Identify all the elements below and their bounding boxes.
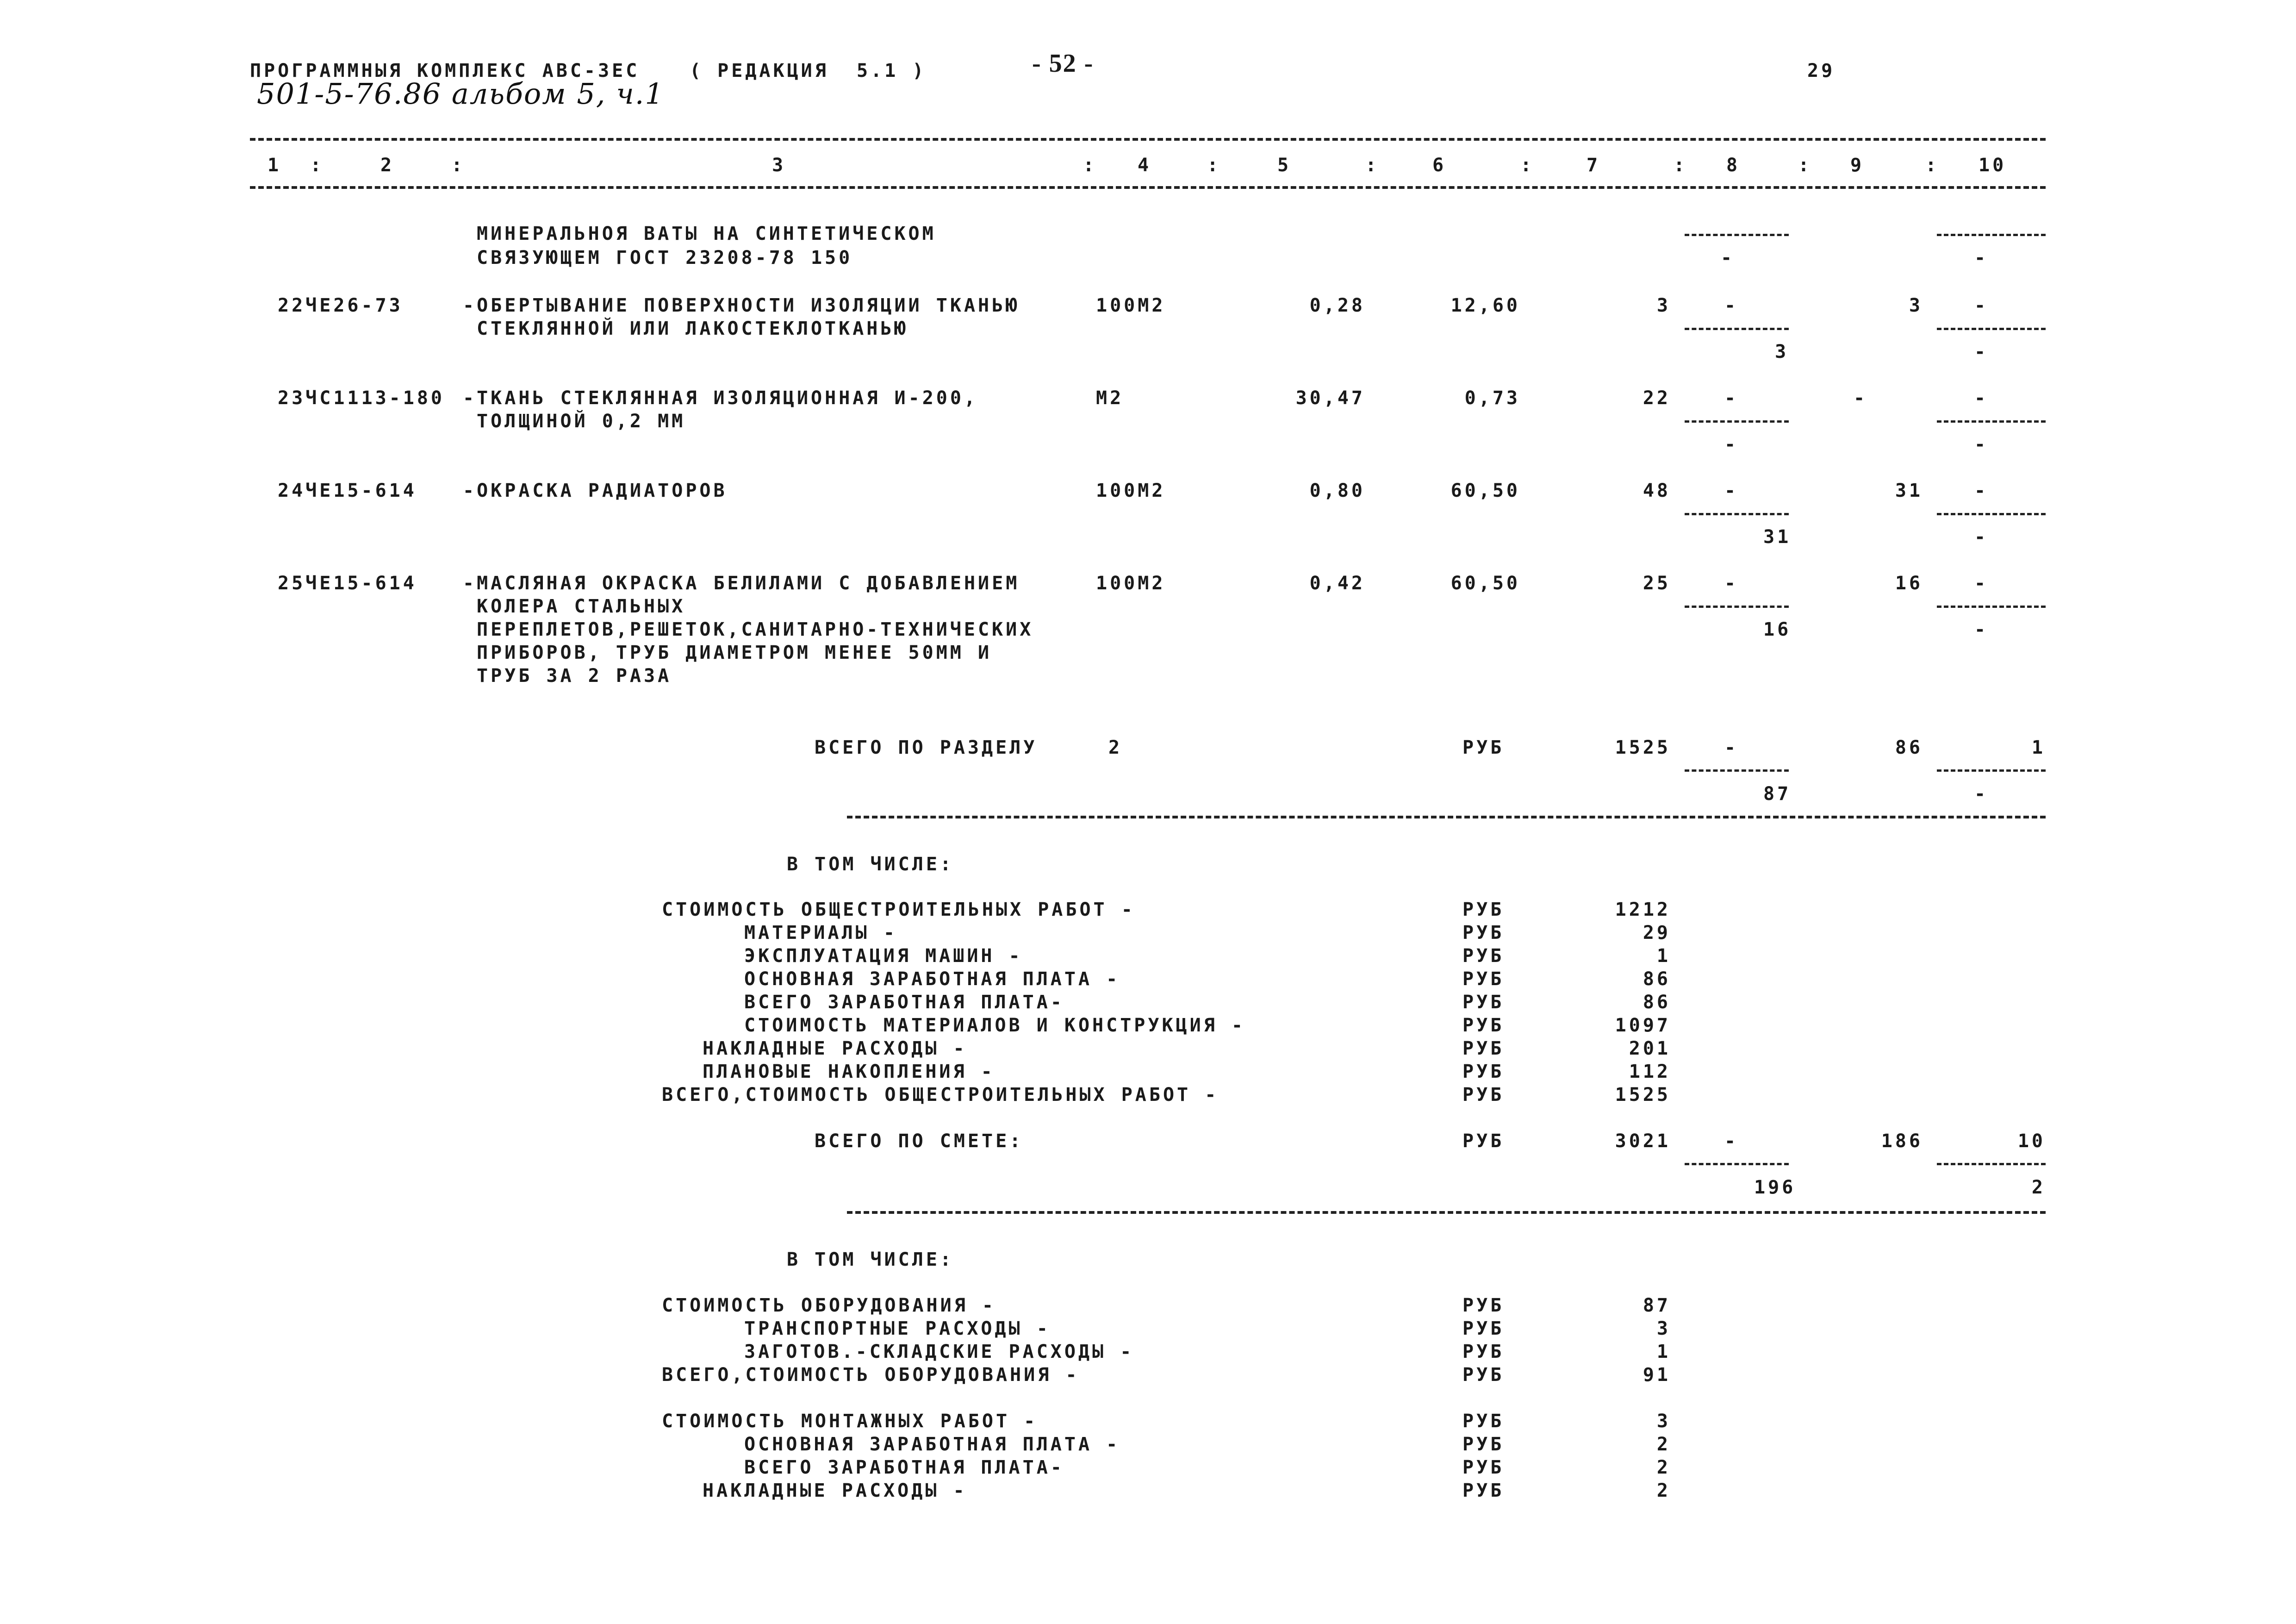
breakdown-value: 2 [1656,1480,1671,1501]
breakdown-unit: РУБ [1462,1318,1505,1339]
breakdown-label: МАТЕРИАЛЫ - [744,922,897,943]
col-sep: : [1083,155,1097,176]
cell-c10: 1 [2031,737,2046,758]
breakdown-unit: РУБ [1462,1434,1505,1455]
section-rule [847,816,2046,818]
col-sep: : [1798,155,1812,176]
breakdown-value: 91 [1643,1364,1671,1386]
sub-rule [1685,234,1789,236]
section-total-unit: РУБ [1462,737,1505,758]
cell-c8b: 31 [1763,526,1792,548]
breakdown-label: НАКЛАДНЫЕ РАСХОДЫ - [703,1038,967,1059]
sub-rule [1685,513,1789,515]
cell-c10b: - [1974,619,1989,640]
cell-c8b: 3 [1775,341,1789,362]
row-total: 3 [1656,295,1671,316]
breakdown-label: СТОИМОСТЬ МАТЕРИАЛОВ И КОНСТРУКЦИЯ - [744,1015,1245,1036]
cell-c10: - [1974,387,1989,409]
breakdown-unit: РУБ [1462,1364,1505,1386]
col-sep: : [1207,155,1221,176]
row-description: -ТКАНЬ СТЕКЛЯННАЯ ИЗОЛЯЦИОННАЯ И-200, [463,387,978,409]
cell-c9: 16 [1895,573,1923,594]
breakdown-value: 1525 [1615,1084,1671,1106]
cell-c8: - [1724,387,1739,409]
breakdown-unit: РУБ [1462,1061,1505,1082]
col-1: 1 [268,155,282,176]
cell-c9: 3 [1909,295,1923,316]
cell-c10b: - [1974,526,1989,548]
estimate-total-label: ВСЕГО ПО СМЕТЕ: [815,1131,1024,1152]
row-description: -ОБЕРТЫВАНИЕ ПОВЕРХНОСТИ ИЗОЛЯЦИИ ТКАНЬЮ [463,295,1020,316]
row-price: 60,50 [1450,480,1520,501]
breakdown-label: ОСНОВНАЯ ЗАРАБОТНАЯ ПЛАТА - [744,1434,1120,1455]
row-total: 22 [1643,387,1671,409]
row-total: 48 [1643,480,1671,501]
breakdown-value: 86 [1643,968,1671,990]
row-price: 12,60 [1450,295,1520,316]
cell-c8: - [1724,573,1739,594]
row-code: 23ЧС1113-180 [278,387,445,409]
header-bottom-rule [250,186,2046,189]
cell-c8: - [1724,1131,1739,1152]
breakdown-unit: РУБ [1462,968,1505,990]
breakdown-label: СТОИМОСТЬ ОБОРУДОВАНИЯ - [662,1295,996,1316]
row-unit: 100М2 [1096,573,1166,594]
row-qty: 30,47 [1295,387,1365,409]
row-unit: 100М2 [1096,480,1166,501]
col-10: 10 [1979,155,2007,176]
row-code: 24ЧЕ15-614 [278,480,417,501]
cell-c8b: 16 [1763,619,1792,640]
page-number: - 52 - [1032,49,1094,78]
col-3: 3 [772,155,786,176]
breakdown-unit: РУБ [1462,1038,1505,1059]
col-4: 4 [1138,155,1152,176]
breakdown-label: ВСЕГО ЗАРАБОТНАЯ ПЛАТА- [744,992,1064,1013]
row-description: ПРИБОРОВ, ТРУБ ДИАМЕТРОМ МЕНЕЕ 50ММ И [477,642,992,663]
breakdown-unit: РУБ [1462,945,1505,967]
breakdown-unit: РУБ [1462,1295,1505,1316]
breakdown-label: ПЛАНОВЫЕ НАКОПЛЕНИЯ - [703,1061,995,1082]
breakdown-label: ТРАНСПОРТНЫЕ РАСХОДЫ - [744,1318,1051,1339]
edition-label: ( РЕДАКЦИЯ 5.1 ) [690,60,927,81]
breakdown-value: 1097 [1615,1015,1671,1036]
sub-rule [1937,769,2046,772]
breakdown-unit: РУБ [1462,1411,1505,1432]
col-9: 9 [1850,155,1865,176]
cell-c9: 86 [1895,737,1923,758]
cell-c9: - [1854,387,1868,409]
cell-c10b: - [1974,783,1989,805]
cell-c8b: - [1721,247,1735,269]
cell-c10b: - [1974,341,1989,362]
breakdown-unit: РУБ [1462,1084,1505,1106]
breakdown-value: 29 [1643,922,1671,943]
cell-c9: 31 [1895,480,1923,501]
row-unit: 100М2 [1096,295,1166,316]
row-price: 60,50 [1450,573,1520,594]
estimate-total-value: 3021 [1615,1131,1671,1152]
sub-rule [1685,328,1789,330]
col-2: 2 [380,155,395,176]
breakdown-value: 87 [1643,1295,1671,1316]
breakdown-heading: В ТОМ ЧИСЛЕ: [787,854,954,875]
section-total-value: 1525 [1615,737,1671,758]
row-description: ТРУБ ЗА 2 РАЗА [477,665,672,687]
breakdown-value: 3 [1656,1318,1671,1339]
row-description: -ОКРАСКА РАДИАТОРОВ [463,480,728,501]
row-code: 25ЧЕ15-614 [278,573,417,594]
breakdown-label: ВСЕГО ЗАРАБОТНАЯ ПЛАТА- [744,1457,1064,1478]
row-description: КОЛЕРА СТАЛЬНЫХ [477,596,686,617]
breakdown-value: 1 [1656,1341,1671,1362]
breakdown-value: 1212 [1615,899,1671,920]
cell-c8b: 87 [1763,783,1792,805]
breakdown-value: 3 [1656,1411,1671,1432]
col-6: 6 [1432,155,1447,176]
cell-c10b: 2 [2031,1177,2046,1198]
breakdown-value: 1 [1656,945,1671,967]
sub-rule [1937,420,2046,423]
sub-rule [1937,328,2046,330]
sub-rule [1937,513,2046,515]
breakdown-unit: РУБ [1462,1015,1505,1036]
breakdown-unit: РУБ [1462,992,1505,1013]
col-sep: : [1365,155,1380,176]
breakdown-unit: РУБ [1462,899,1505,920]
col-sep: : [451,155,466,176]
sub-rule [1685,769,1789,772]
section-number: 2 [1108,737,1123,758]
cell-c9: 186 [1881,1131,1923,1152]
col-sep: : [1520,155,1535,176]
breakdown-label: ВСЕГО,СТОИМОСТЬ ОБОРУДОВАНИЯ - [662,1364,1080,1386]
program-title: ПРОГРАММНЫЯ КОМПЛЕКС АВС-ЗЕС [250,60,640,81]
cell-c10b: - [1974,434,1989,455]
col-8: 8 [1726,155,1741,176]
breakdown-label: СТОИМОСТЬ ОБЩЕСТРОИТЕЛЬНЫХ РАБОТ - [662,899,1135,920]
carryover-line: СВЯЗУЮЩЕМ ГОСТ 23208-78 150 [477,247,853,269]
row-description: СТЕКЛЯННОЙ ИЛИ ЛАКОСТЕКЛОТКАНЬЮ [477,318,908,339]
sub-rule [1685,420,1789,423]
carryover-line: МИНЕРАЛЬНОЯ ВАТЫ НА СИНТЕТИЧЕСКОМ [477,223,936,244]
breakdown-label: ОСНОВНАЯ ЗАРАБОТНАЯ ПЛАТА - [744,968,1120,990]
row-description: -МАСЛЯНАЯ ОКРАСКА БЕЛИЛАМИ С ДОБАВЛЕНИЕМ [463,573,1020,594]
breakdown-value: 112 [1629,1061,1671,1082]
cell-c8: - [1724,737,1739,758]
sub-rule [1685,606,1789,608]
handwritten-reference: 501-5-76.86 альбом 5, ч.1 [257,77,664,111]
row-price: 0,73 [1464,387,1520,409]
sub-rule [1937,1163,2046,1165]
estimate-total-unit: РУБ [1462,1131,1505,1152]
breakdown-unit: РУБ [1462,1341,1505,1362]
row-code: 22ЧЕ26-73 [278,295,403,316]
sub-rule [1685,1163,1789,1165]
cell-c10b: - [1974,247,1989,269]
col-7: 7 [1587,155,1601,176]
cell-c10: - [1974,295,1989,316]
col-sep: : [310,155,324,176]
breakdown-unit: РУБ [1462,1480,1505,1501]
row-qty: 0,42 [1309,573,1365,594]
breakdown-unit: РУБ [1462,922,1505,943]
row-unit: М2 [1096,387,1124,409]
cell-c10: - [1974,480,1989,501]
cell-c8: - [1724,480,1739,501]
row-qty: 0,80 [1309,480,1365,501]
row-description: ТОЛЩИНОЙ 0,2 ММ [477,411,686,432]
breakdown-label: ЗАГОТОВ.-СКЛАДСКИЕ РАСХОДЫ - [744,1341,1134,1362]
sub-rule [1937,606,2046,608]
row-description: ПЕРЕПЛЕТОВ,РЕШЕТОК,САНИТАРНО-ТЕХНИЧЕСКИХ [477,619,1034,640]
breakdown-value: 2 [1656,1434,1671,1455]
breakdown-label: ЭКСПЛУАТАЦИЯ МАШИН - [744,945,1023,967]
breakdown-value: 2 [1656,1457,1671,1478]
sheet-number: 29 [1807,60,1836,81]
cell-c10: - [1974,573,1989,594]
breakdown-value: 201 [1629,1038,1671,1059]
row-qty: 0,28 [1309,295,1365,316]
breakdown-label: НАКЛАДНЫЕ РАСХОДЫ - [703,1480,967,1501]
breakdown-heading: В ТОМ ЧИСЛЕ: [787,1249,954,1270]
cell-c8b: - [1724,434,1739,455]
cell-c8: - [1724,295,1739,316]
col-5: 5 [1277,155,1292,176]
col-sep: : [1674,155,1688,176]
header-top-rule [250,138,2046,141]
estimate-rule [847,1211,2046,1214]
breakdown-value: 86 [1643,992,1671,1013]
col-sep: : [1925,155,1940,176]
breakdown-label: СТОИМОСТЬ МОНТАЖНЫХ РАБОТ - [662,1411,1038,1432]
section-total-label: ВСЕГО ПО РАЗДЕЛУ [815,737,1038,758]
row-total: 25 [1643,573,1671,594]
breakdown-label: ВСЕГО,СТОИМОСТЬ ОБЩЕСТРОИТЕЛЬНЫХ РАБОТ - [662,1084,1219,1106]
cell-c10: 10 [2017,1131,2046,1152]
sub-rule [1937,234,2046,236]
cell-c8b: 196 [1754,1177,1796,1198]
breakdown-unit: РУБ [1462,1457,1505,1478]
